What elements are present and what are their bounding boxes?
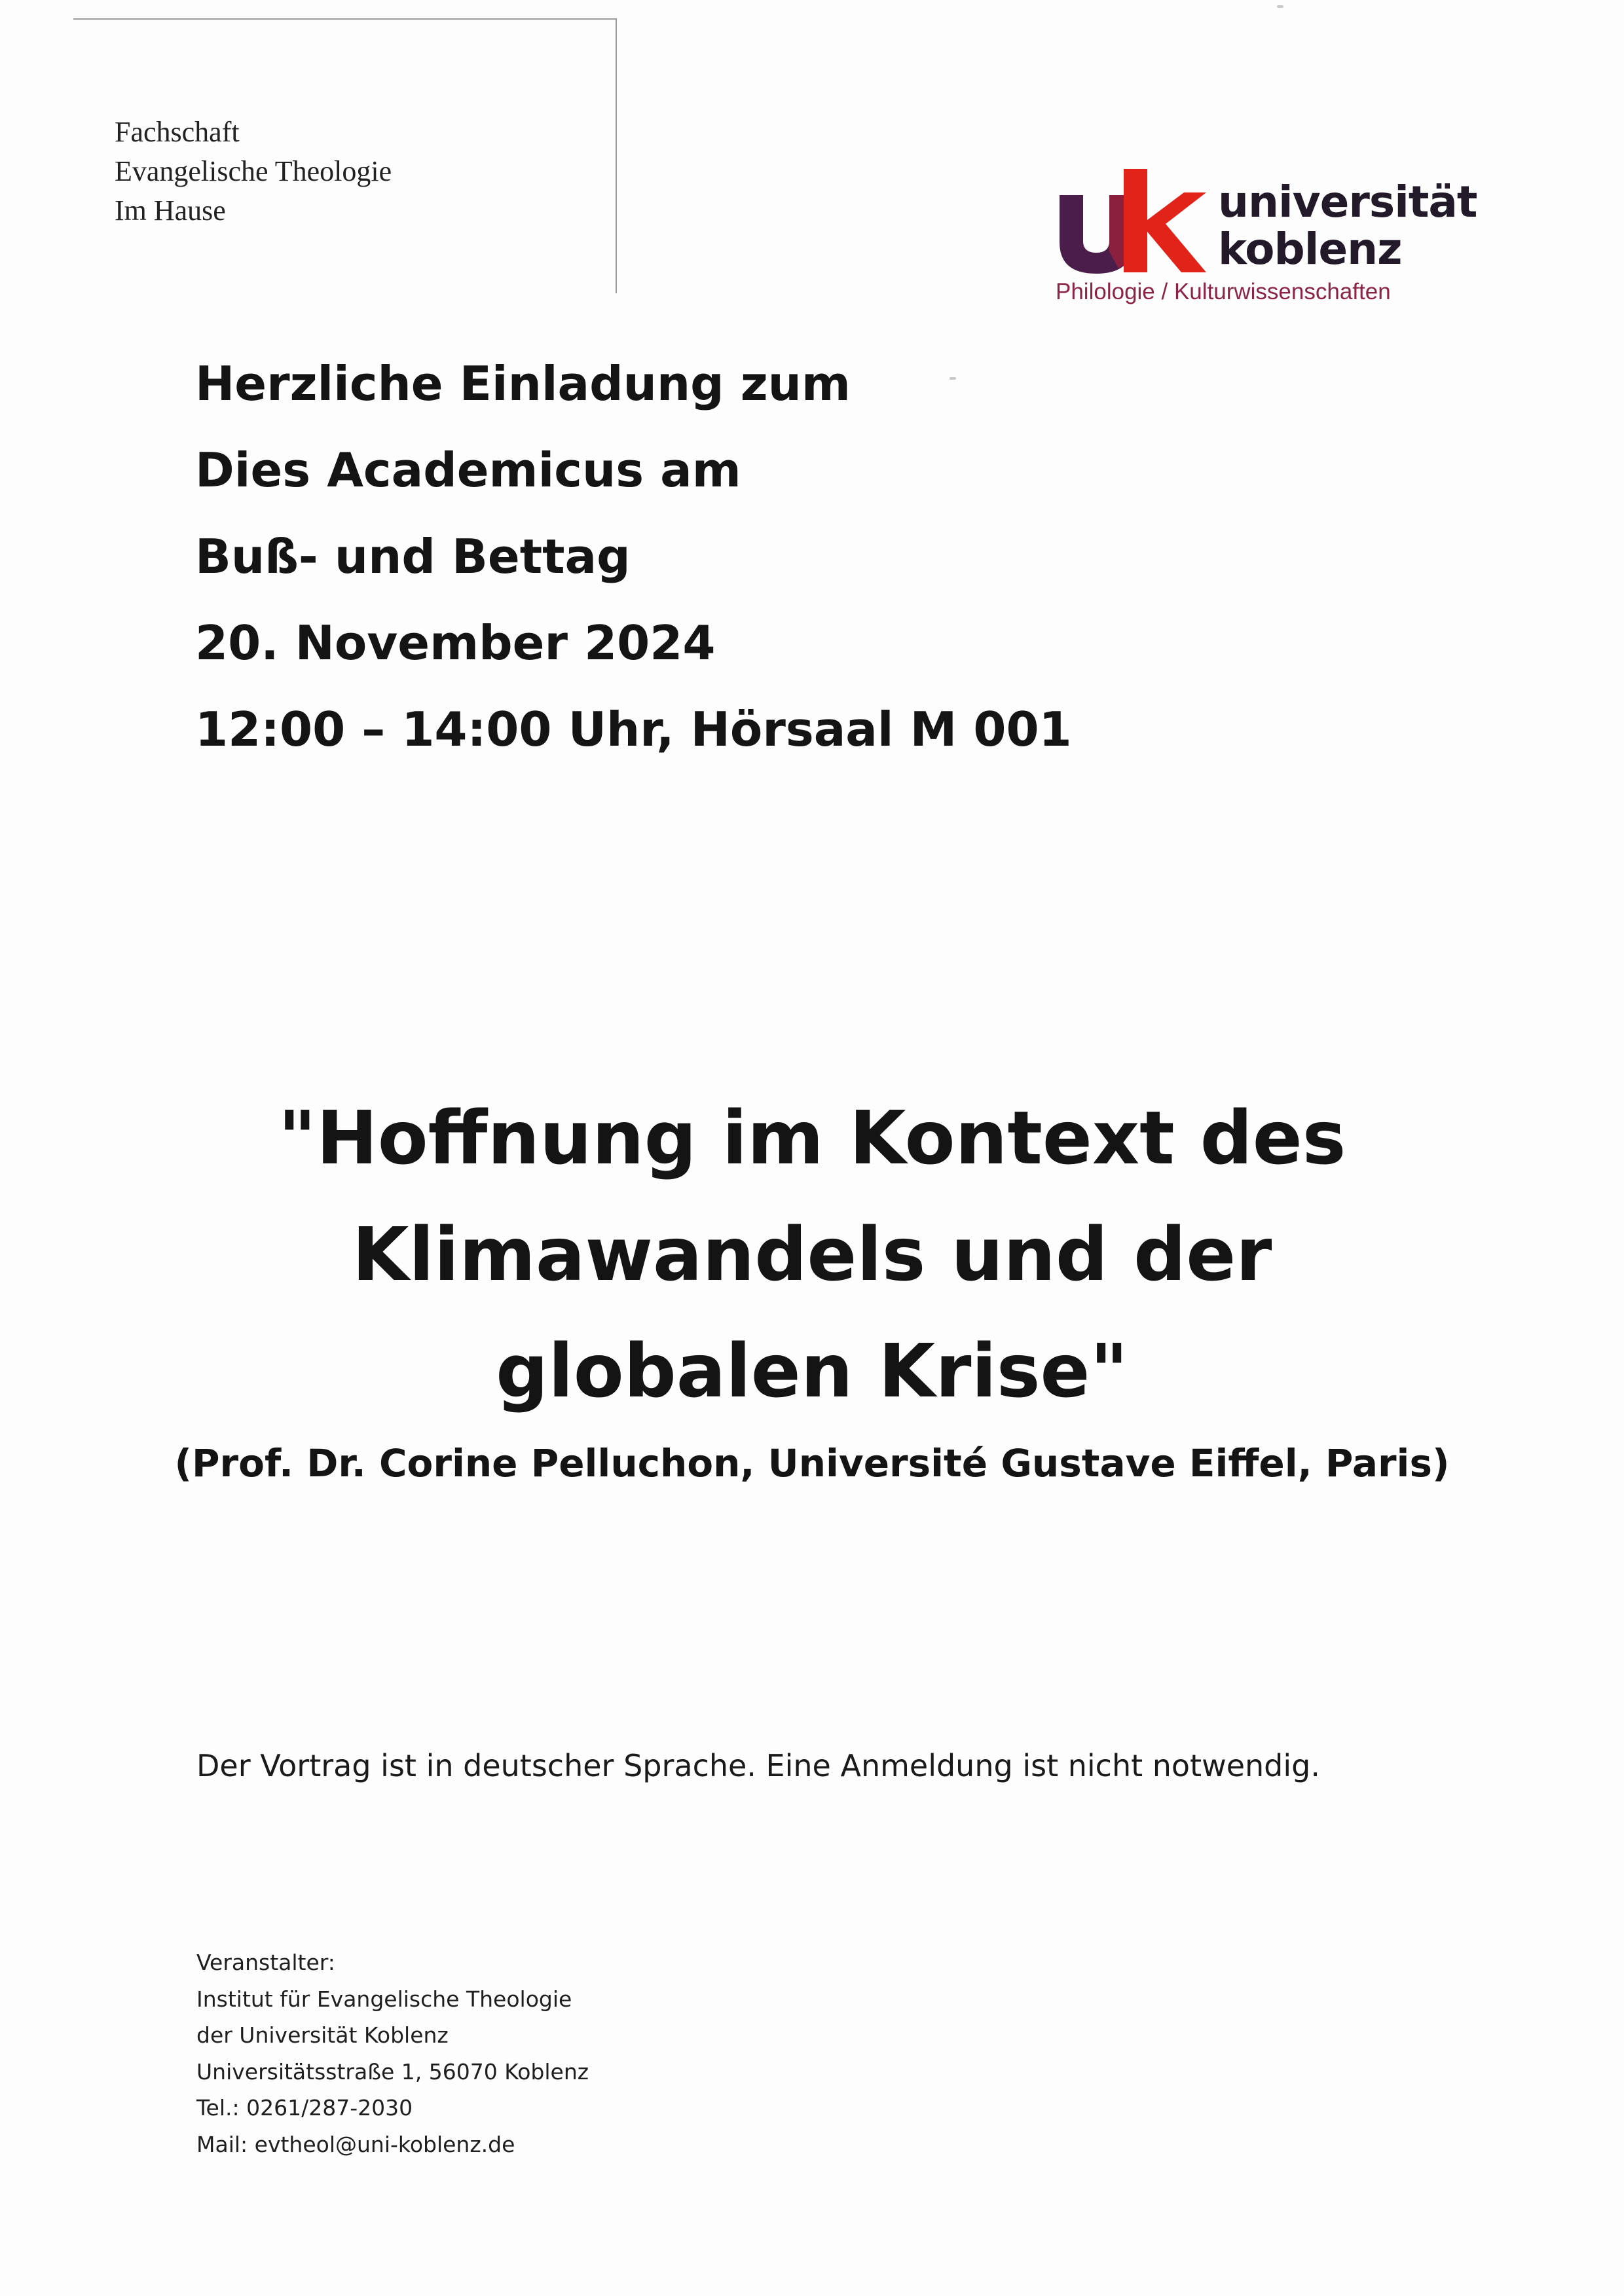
lecture-title [157, 1080, 1467, 1430]
title-line: Klimawandels und der [352, 1212, 1272, 1298]
organizer-phone: Tel.: 0261/287-2030 [196, 2095, 413, 2121]
organizer-address: Universitätsstraße 1, 56070 Koblenz [196, 2058, 589, 2085]
invitation-line: Buß- und Bettag [195, 529, 631, 584]
recipient-address [115, 113, 392, 230]
recipient-line: Evangelische Theologie [115, 155, 392, 187]
address-window-border-right [616, 18, 617, 293]
university-logo [1056, 169, 1514, 313]
title-line: "Hoffnung im Kontext des [278, 1096, 1346, 1181]
recipient-line: Im Hause [115, 194, 226, 227]
invitation-block [195, 340, 1072, 773]
organizer-line: Institut für Evangelische Theologie [196, 1986, 572, 2012]
logo-word-universitaet: universität [1218, 177, 1477, 227]
invitation-line: Herzliche Einladung zum [195, 356, 851, 411]
organizer-block [196, 1944, 589, 2162]
recipient-line: Fachschaft [115, 116, 240, 148]
address-window-border-top [73, 18, 616, 20]
logo-word-koblenz: koblenz [1218, 224, 1402, 274]
scan-speck [1277, 5, 1283, 8]
language-note: Der Vortrag ist in deutscher Sprache. Eine Anmeldung ist nicht notwendig. [196, 1748, 1320, 1783]
uk-logo-icon [1056, 169, 1206, 275]
invitation-line: Dies Academicus am [195, 443, 741, 498]
logo-department: Philologie / Kulturwissenschaften [1056, 279, 1391, 304]
scan-speck [950, 377, 956, 380]
title-line: globalen Krise" [496, 1329, 1128, 1414]
organizer-line: der Universität Koblenz [196, 2022, 449, 2048]
organizer-label: Veranstalter: [196, 1950, 335, 1975]
event-date: 20. November 2024 [195, 615, 716, 670]
event-time-location: 12:00 – 14:00 Uhr, Hörsaal M 001 [195, 702, 1072, 757]
lecture-speaker: (Prof. Dr. Corine Pelluchon, Université Gustave Eiffel, Paris) [174, 1441, 1450, 1485]
organizer-email: Mail: evtheol@uni-koblenz.de [196, 2131, 515, 2157]
